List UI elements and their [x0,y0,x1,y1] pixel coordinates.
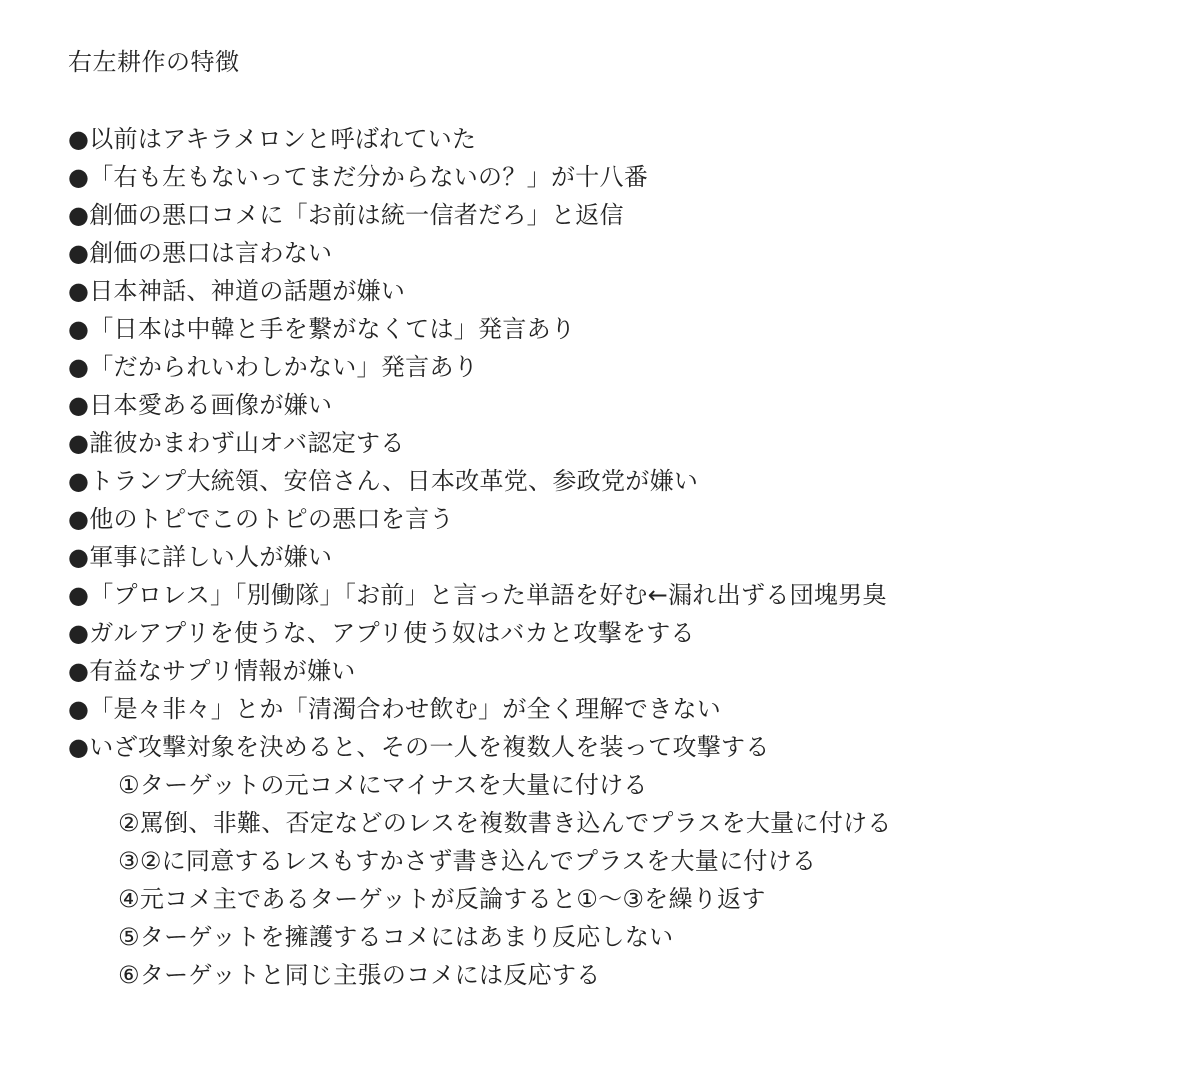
list-item: ●日本愛ある画像が嫌い [68,391,333,419]
list-item: ●創価の悪口は言わない [68,239,333,267]
feature-list [68,120,892,994]
list-item: ●創価の悪口コメに「お前は統一信者だろ」と返信 [68,201,624,229]
list-item: ●トランプ大統領、安倍さん、日本改革党、参政党が嫌い [68,467,699,495]
list-item: ●ガルアプリを使うな、アプリ使う奴はバカと攻撃をする [68,619,695,647]
list-item: ●「だかられいわしかない」発言あり [68,353,479,381]
list-item: ●軍事に詳しい人が嫌い [68,543,333,571]
list-item: ●「右も左もないってまだ分からないの？」が十八番 [68,163,649,191]
list-item: ●日本神話、神道の話題が嫌い [68,277,406,305]
list-item: ●有益なサプリ情報が嫌い [68,657,356,685]
list-item: ●他のトピでこのトピの悪口を言う [68,505,454,533]
list-item: ●「是々非々」とか「清濁合わせ飲む」が全く理解できない [68,695,722,723]
sub-list-item: ②罵倒、非難、否定などのレスを複数書き込んでプラスを大量に付ける [118,809,892,837]
list-item: ●以前はアキラメロンと呼ばれていた [68,125,477,153]
sub-list-item: ⑤ターゲットを擁護するコメにはあまり反応しない [118,923,674,951]
list-item: ●「日本は中韓と手を繋がなくては」発言あり [68,315,576,343]
page-title: 右左耕作の特徴 [68,48,240,76]
sub-list-item: ①ターゲットの元コメにマイナスを大量に付ける [118,771,648,799]
sub-list-item: ④元コメ主であるターゲットが反論すると①〜③を繰り返す [118,885,766,913]
sub-list-item: ③②に同意するレスもすかさず書き込んでプラスを大量に付ける [118,847,817,875]
sub-list-item: ⑥ターゲットと同じ主張のコメには反応する [118,961,601,989]
list-item: ●いざ攻撃対象を決めると、その一人を複数人を装って攻撃する [68,733,770,761]
list-item: ●誰彼かまわず山オバ認定する [68,429,405,457]
list-item: ●「プロレス」「別働隊」「お前」と言った単語を好む←漏れ出ずる団塊男臭 [68,581,887,609]
